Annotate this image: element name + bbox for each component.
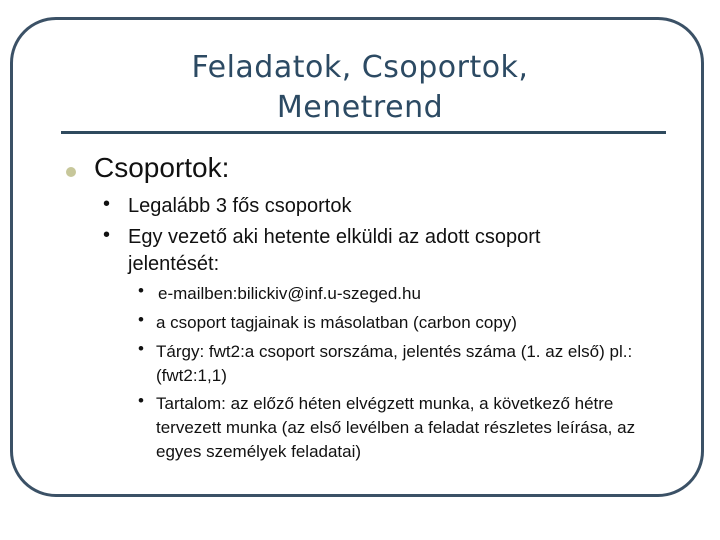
title-line-1: Feladatok, Csoportok, (191, 50, 529, 85)
sub-sub-bullet-icon: • (138, 339, 144, 358)
sub-sub-bullet-icon: • (138, 281, 144, 300)
sub-bullet-icon: • (103, 224, 111, 246)
title-line-2: Menetrend (276, 90, 444, 125)
bullet-dot-icon (66, 167, 76, 177)
sub-sub-item-4: Tartalom: az előző héten elvégzett munka, a következő hétre tervezett munka (az első levélben a feladat részletes leírása, az egyes személyek feladatai) (156, 394, 636, 461)
sub-sub-item-2: a csoport tagjainak is másolatban (carbon copy) (156, 313, 517, 332)
sub-bullet-icon: • (103, 193, 111, 215)
sub-item-1: Legalább 3 fős csoportok (128, 195, 352, 217)
sub-sub-bullet-icon: • (138, 391, 144, 410)
sub-sub-bullet-icon: • (138, 310, 144, 329)
bullet-csoportok: Csoportok: (94, 152, 230, 183)
sub-sub-item-1: e-mailben:bilickiv@inf.u-szeged.hu (158, 284, 421, 303)
sub-item-2: Egy vezető aki hetente elküldi az adott csoport jelentését: (128, 226, 541, 275)
sub-sub-item-3: Tárgy: fwt2:a csoport sorszáma, jelentés száma (1. az első) pl.: (fwt2:1,1) (156, 342, 633, 385)
